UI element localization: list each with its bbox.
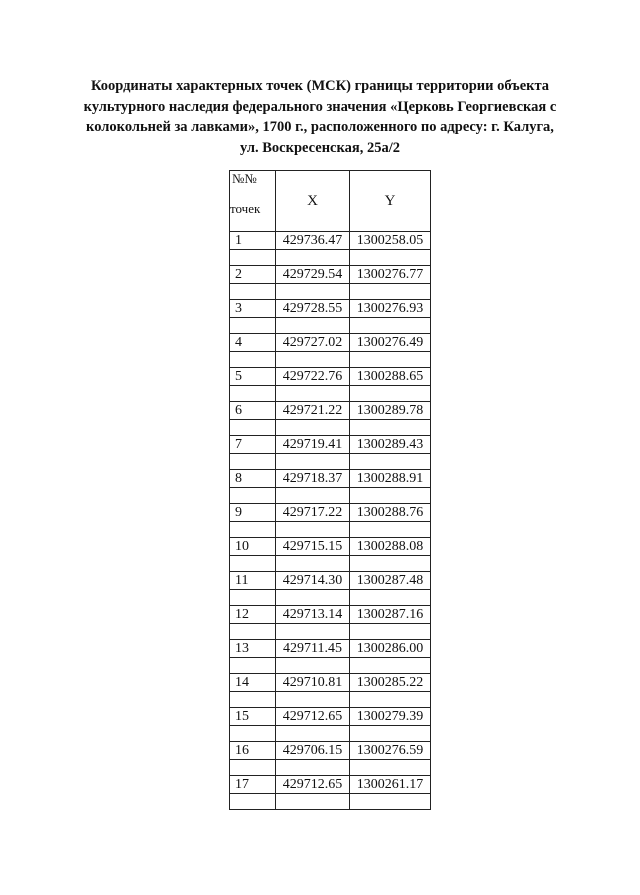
empty-cell xyxy=(230,284,276,300)
empty-cell xyxy=(276,522,350,538)
empty-cell xyxy=(276,284,350,300)
spacer-row xyxy=(230,658,431,674)
spacer-row xyxy=(230,692,431,708)
y-cell: 1300276.49 xyxy=(350,334,431,352)
empty-cell xyxy=(350,590,431,606)
y-cell: 1300285.22 xyxy=(350,674,431,692)
table-row xyxy=(230,674,431,692)
x-cell: 429717.22 xyxy=(276,504,350,522)
empty-cell xyxy=(230,488,276,504)
header-x: X xyxy=(276,171,350,232)
empty-cell xyxy=(350,794,431,810)
table-body xyxy=(230,232,431,810)
table-row xyxy=(230,708,431,726)
empty-cell xyxy=(230,522,276,538)
table-row xyxy=(230,402,431,420)
point-number-cell: 1 xyxy=(230,232,276,250)
empty-cell xyxy=(230,420,276,436)
spacer-row xyxy=(230,726,431,742)
spacer-row xyxy=(230,420,431,436)
y-cell: 1300287.16 xyxy=(350,606,431,624)
table-row xyxy=(230,572,431,590)
spacer-row xyxy=(230,284,431,300)
empty-cell xyxy=(276,658,350,674)
point-number-cell: 14 xyxy=(230,674,276,692)
title-line: колокольней за лавками», 1700 г., расположенного по адресу: г. Калуга, xyxy=(86,119,554,135)
empty-cell xyxy=(350,318,431,334)
x-cell: 429729.54 xyxy=(276,266,350,284)
spacer-row xyxy=(230,318,431,334)
empty-cell xyxy=(276,624,350,640)
empty-cell xyxy=(276,726,350,742)
empty-cell xyxy=(230,250,276,266)
point-number-cell: 10 xyxy=(230,538,276,556)
empty-cell xyxy=(230,386,276,402)
empty-cell xyxy=(276,420,350,436)
empty-cell xyxy=(276,250,350,266)
x-cell: 429714.30 xyxy=(276,572,350,590)
empty-cell xyxy=(350,386,431,402)
header-y: Y xyxy=(350,171,431,232)
empty-cell xyxy=(230,352,276,368)
spacer-row xyxy=(230,250,431,266)
point-number-cell: 13 xyxy=(230,640,276,658)
table-row xyxy=(230,742,431,760)
table-row xyxy=(230,232,431,250)
point-number-cell: 6 xyxy=(230,402,276,420)
x-cell: 429711.45 xyxy=(276,640,350,658)
x-cell: 429710.81 xyxy=(276,674,350,692)
point-number-cell: 15 xyxy=(230,708,276,726)
empty-cell xyxy=(350,488,431,504)
header-point-number: №№ точек xyxy=(230,171,276,232)
y-cell: 1300288.91 xyxy=(350,470,431,488)
x-cell: 429736.47 xyxy=(276,232,350,250)
table-row xyxy=(230,334,431,352)
point-number-cell: 5 xyxy=(230,368,276,386)
y-cell: 1300287.48 xyxy=(350,572,431,590)
table-row xyxy=(230,776,431,794)
spacer-row xyxy=(230,590,431,606)
empty-cell xyxy=(230,556,276,572)
empty-cell xyxy=(230,760,276,776)
empty-cell xyxy=(350,454,431,470)
empty-cell xyxy=(276,760,350,776)
empty-cell xyxy=(350,760,431,776)
point-number-cell: 7 xyxy=(230,436,276,454)
x-cell: 429722.76 xyxy=(276,368,350,386)
empty-cell xyxy=(276,386,350,402)
table-header-row xyxy=(230,171,431,232)
y-cell: 1300288.65 xyxy=(350,368,431,386)
title-line: Координаты характерных точек (МСК) границы территории объекта xyxy=(90,78,550,94)
empty-cell xyxy=(350,624,431,640)
y-cell: 1300289.43 xyxy=(350,436,431,454)
point-number-cell: 11 xyxy=(230,572,276,590)
spacer-row xyxy=(230,760,431,776)
coordinates-table xyxy=(229,170,431,810)
y-cell: 1300289.78 xyxy=(350,402,431,420)
x-cell: 429727.02 xyxy=(276,334,350,352)
empty-cell xyxy=(350,420,431,436)
spacer-row xyxy=(230,386,431,402)
spacer-row xyxy=(230,352,431,368)
empty-cell xyxy=(276,318,350,334)
empty-cell xyxy=(230,624,276,640)
empty-cell xyxy=(276,352,350,368)
x-cell: 429713.14 xyxy=(276,606,350,624)
point-number-cell: 2 xyxy=(230,266,276,284)
table-row xyxy=(230,368,431,386)
point-number-cell: 12 xyxy=(230,606,276,624)
table-row xyxy=(230,640,431,658)
document-title xyxy=(60,76,580,158)
empty-cell xyxy=(276,794,350,810)
table-row xyxy=(230,538,431,556)
spacer-row xyxy=(230,624,431,640)
table-row xyxy=(230,436,431,454)
point-number-cell: 9 xyxy=(230,504,276,522)
empty-cell xyxy=(230,726,276,742)
y-cell: 1300279.39 xyxy=(350,708,431,726)
table-row xyxy=(230,470,431,488)
table-row xyxy=(230,504,431,522)
empty-cell xyxy=(350,726,431,742)
y-cell: 1300276.59 xyxy=(350,742,431,760)
empty-cell xyxy=(350,658,431,674)
empty-cell xyxy=(230,590,276,606)
spacer-row xyxy=(230,794,431,810)
table-row xyxy=(230,300,431,318)
empty-cell xyxy=(350,250,431,266)
x-cell: 429728.55 xyxy=(276,300,350,318)
table-row xyxy=(230,266,431,284)
y-cell: 1300276.77 xyxy=(350,266,431,284)
y-cell: 1300261.17 xyxy=(350,776,431,794)
point-number-cell: 4 xyxy=(230,334,276,352)
empty-cell xyxy=(276,692,350,708)
point-number-cell: 8 xyxy=(230,470,276,488)
x-cell: 429715.15 xyxy=(276,538,350,556)
point-number-cell: 17 xyxy=(230,776,276,794)
empty-cell xyxy=(230,658,276,674)
empty-cell xyxy=(276,488,350,504)
empty-cell xyxy=(350,522,431,538)
spacer-row xyxy=(230,454,431,470)
spacer-row xyxy=(230,556,431,572)
spacer-row xyxy=(230,488,431,504)
empty-cell xyxy=(350,284,431,300)
y-cell: 1300288.76 xyxy=(350,504,431,522)
y-cell: 1300286.00 xyxy=(350,640,431,658)
empty-cell xyxy=(350,556,431,572)
x-cell: 429718.37 xyxy=(276,470,350,488)
empty-cell xyxy=(276,454,350,470)
point-number-cell: 3 xyxy=(230,300,276,318)
empty-cell xyxy=(350,352,431,368)
point-number-cell: 16 xyxy=(230,742,276,760)
x-cell: 429706.15 xyxy=(276,742,350,760)
y-cell: 1300276.93 xyxy=(350,300,431,318)
table-row xyxy=(230,606,431,624)
x-cell: 429712.65 xyxy=(276,708,350,726)
title-line: ул. Воскресенская, 25а/2 xyxy=(239,139,400,156)
empty-cell xyxy=(276,556,350,572)
x-cell: 429721.22 xyxy=(276,402,350,420)
x-cell: 429719.41 xyxy=(276,436,350,454)
empty-cell xyxy=(276,590,350,606)
empty-cell xyxy=(230,454,276,470)
title-line: культурного наследия федерального значения «Церковь Георгиевская с xyxy=(83,98,557,115)
empty-cell xyxy=(230,794,276,810)
empty-cell xyxy=(230,318,276,334)
spacer-row xyxy=(230,522,431,538)
empty-cell xyxy=(230,692,276,708)
x-cell: 429712.65 xyxy=(276,776,350,794)
empty-cell xyxy=(350,692,431,708)
y-cell: 1300258.05 xyxy=(350,232,431,250)
y-cell: 1300288.08 xyxy=(350,538,431,556)
